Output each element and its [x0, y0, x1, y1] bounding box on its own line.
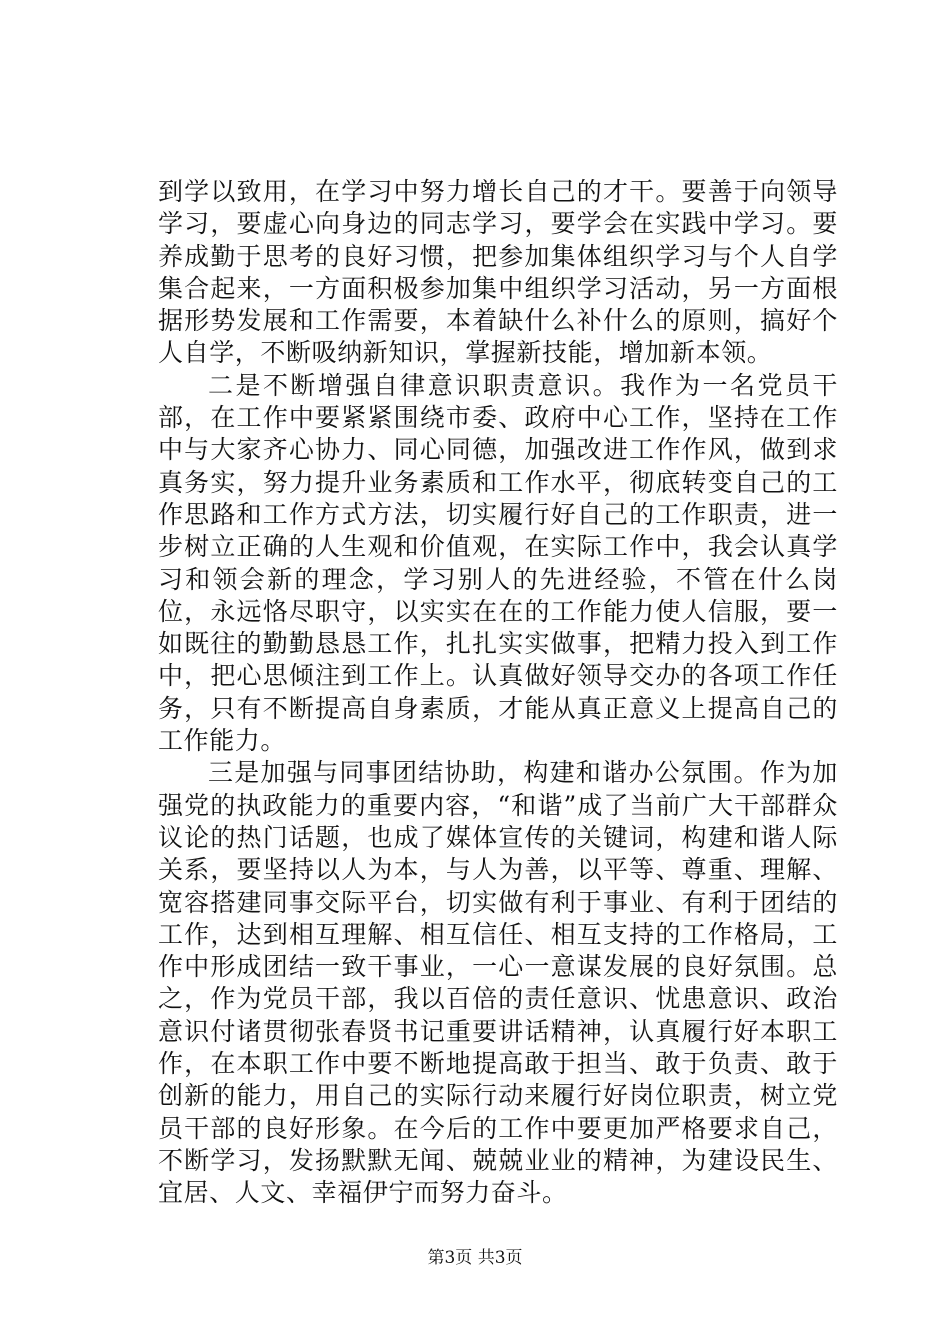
paragraph-team-harmony: 三是加强与同事团结协助，构建和谐办公氛围。作为加强党的执政能力的重要内容，“和谐”成了当前广大干部群众议论的热门话题，也成了媒体宣传的关键词，构建和谐人际关系，要坚持以人为本，与人为善，以平等、尊重、理解、宽容搭建同事交际平台，切实做有利于事业、有利于团结的工作，达到相互理解、相互信任、相互支持的工作格局，工作中形成团结一致干事业，一心一意谋发展的良好氛围。总之，作为党员干部，我以百倍的责任意识、忧患意识、政治意识付诸贯彻张春贤书记重要讲话精神，认真履行好本职工作，在本职工作中要不断地提高敢于担当、敢于负责、敢于创新的能力，用自己的实际行动来履行好岗位职责，树立党员干部的良好形象。在今后的工作中要更加严格要求自己，不断学习，发扬默默无闻、兢兢业业的精神，为建设民生、宜居、人文、幸福伊宁而努力奋斗。	[158, 758, 838, 1208]
body-text	[158, 176, 838, 1210]
paragraph-self-discipline: 二是不断增强自律意识职责意识。我作为一名党员干部，在工作中要紧紧围绕市委、政府中心工作，坚持在工作中与大家齐心协力、同心同德，加强改进工作作风，做到求真务实，努力提升业务素质和工作水平，彻底转变自己的工作思路和工作方式方法，切实履行好自己的工作职责，进一步树立正确的人生观和价值观，在实际工作中，我会认真学习和领会新的理念，学习别人的先进经验，不管在什么岗位，永远恪尽职守，以实实在在的工作能力使人信服，要一如既往的勤勤恳恳工作，扎扎实实做事，把精力投入到工作中，把心思倾注到工作上。认真做好领导交办的各项工作任务，只有不断提高自身素质，才能从真正意义上提高自己的工作能力。	[158, 370, 838, 756]
page-footer: 第3页 共3页	[427, 1248, 523, 1268]
paragraph-continuation: 到学以致用，在学习中努力增长自己的才干。要善于向领导学习，要虚心向身边的同志学习，要学会在实践中学习。要养成勤于思考的良好习惯，把参加集体组织学习与个人自学集合起来，一方面积极参加集中组织学习活动，另一方面根据形势发展和工作需要，本着缺什么补什么的原则，搞好个人自学，不断吸纳新知识，掌握新技能，增加新本领。	[158, 177, 838, 368]
